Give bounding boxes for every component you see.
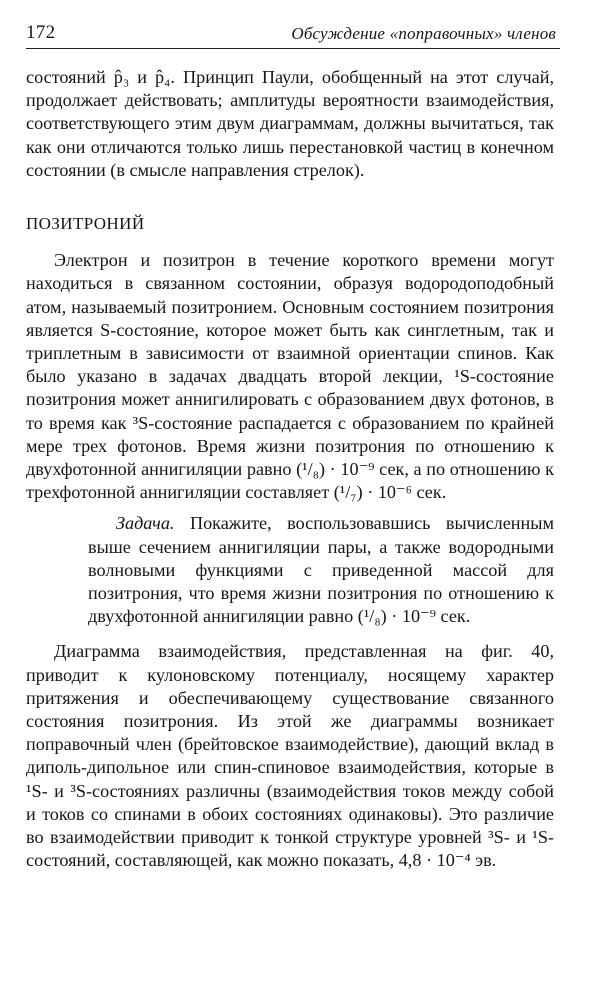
- task-text: Покажите, воспользовавшись вычисленным выше сечением аннигиляции пары, а также водородными волновыми функциями с приведенной массой для позитрония, что время жизни позитрония по отношению к двухфотонной аннигиляции равно (¹/₈) · 10⁻⁹ сек.: [88, 513, 554, 627]
- paragraph-interaction-diagram: Диаграмма взаимодействия, представленная на фиг. 40, приводит к кулоновскому потенциалу, носящему характер притяжения и обеспечивающему существование связанного состояния позитрония. Из этой же диаграммы возникает поправочный член (брейтовское взаимодействие), дающий вклад в диполь-дипольное или спин-спиновое взаимодействия, которые в ¹S- и ³S-состояниях различны (взаимодействия токов между собой и токов со спинами в обоих состояниях одинаковы). Это различие во взаимодействии приводит к тонкой структуре уровней ³S- и ¹S-состояний, составляющей, как можно показать, 4,8 · 10⁻⁴ эв.: [26, 641, 554, 871]
- task-block: [88, 512, 554, 628]
- running-header: [26, 18, 560, 49]
- paragraph-continued: состояний p̂₃ и p̂₄. Принцип Паули, обобщенный на этот случай, продолжает действовать; амплитуды вероятности взаимодействия, соответствующего этим двум диаграммам, должны вычитаться, так как они отличаются только лишь перестановкой частиц в конечном состоянии (в смысле направления стрелок).: [26, 67, 554, 180]
- task-label: Задача.: [116, 513, 175, 534]
- page-number: 172: [26, 22, 56, 43]
- section-heading: ПОЗИТРОНИЙ: [26, 214, 145, 234]
- running-title: Обсуждение «поправочных» членов: [291, 24, 556, 43]
- paragraph-positronium-intro: Электрон и позитрон в течение короткого времени могут находиться в связанном состоянии, образуя водородоподобный атом, называемый позитронием. Основным состоянием позитрония является S-состояние, которое может быть как синглетным, так и триплетным в зависимости от взаимной ориентации спинов. Как было указано в задачах двадцать второй лекции, ¹S-состояние позитрония может аннигилировать с образованием двух фотонов, в то время как ³S-состояние распадается с образованием по крайней мере трех фотонов. Время жизни позитрония по отношению к двухфотонной аннигиляции равно (¹/₈) · 10⁻⁹ сек, а по отношению к трехфотонной аннигиляции составляет (¹/₇) · 10⁻⁶ сек.: [26, 250, 554, 503]
- page-body: [26, 66, 554, 873]
